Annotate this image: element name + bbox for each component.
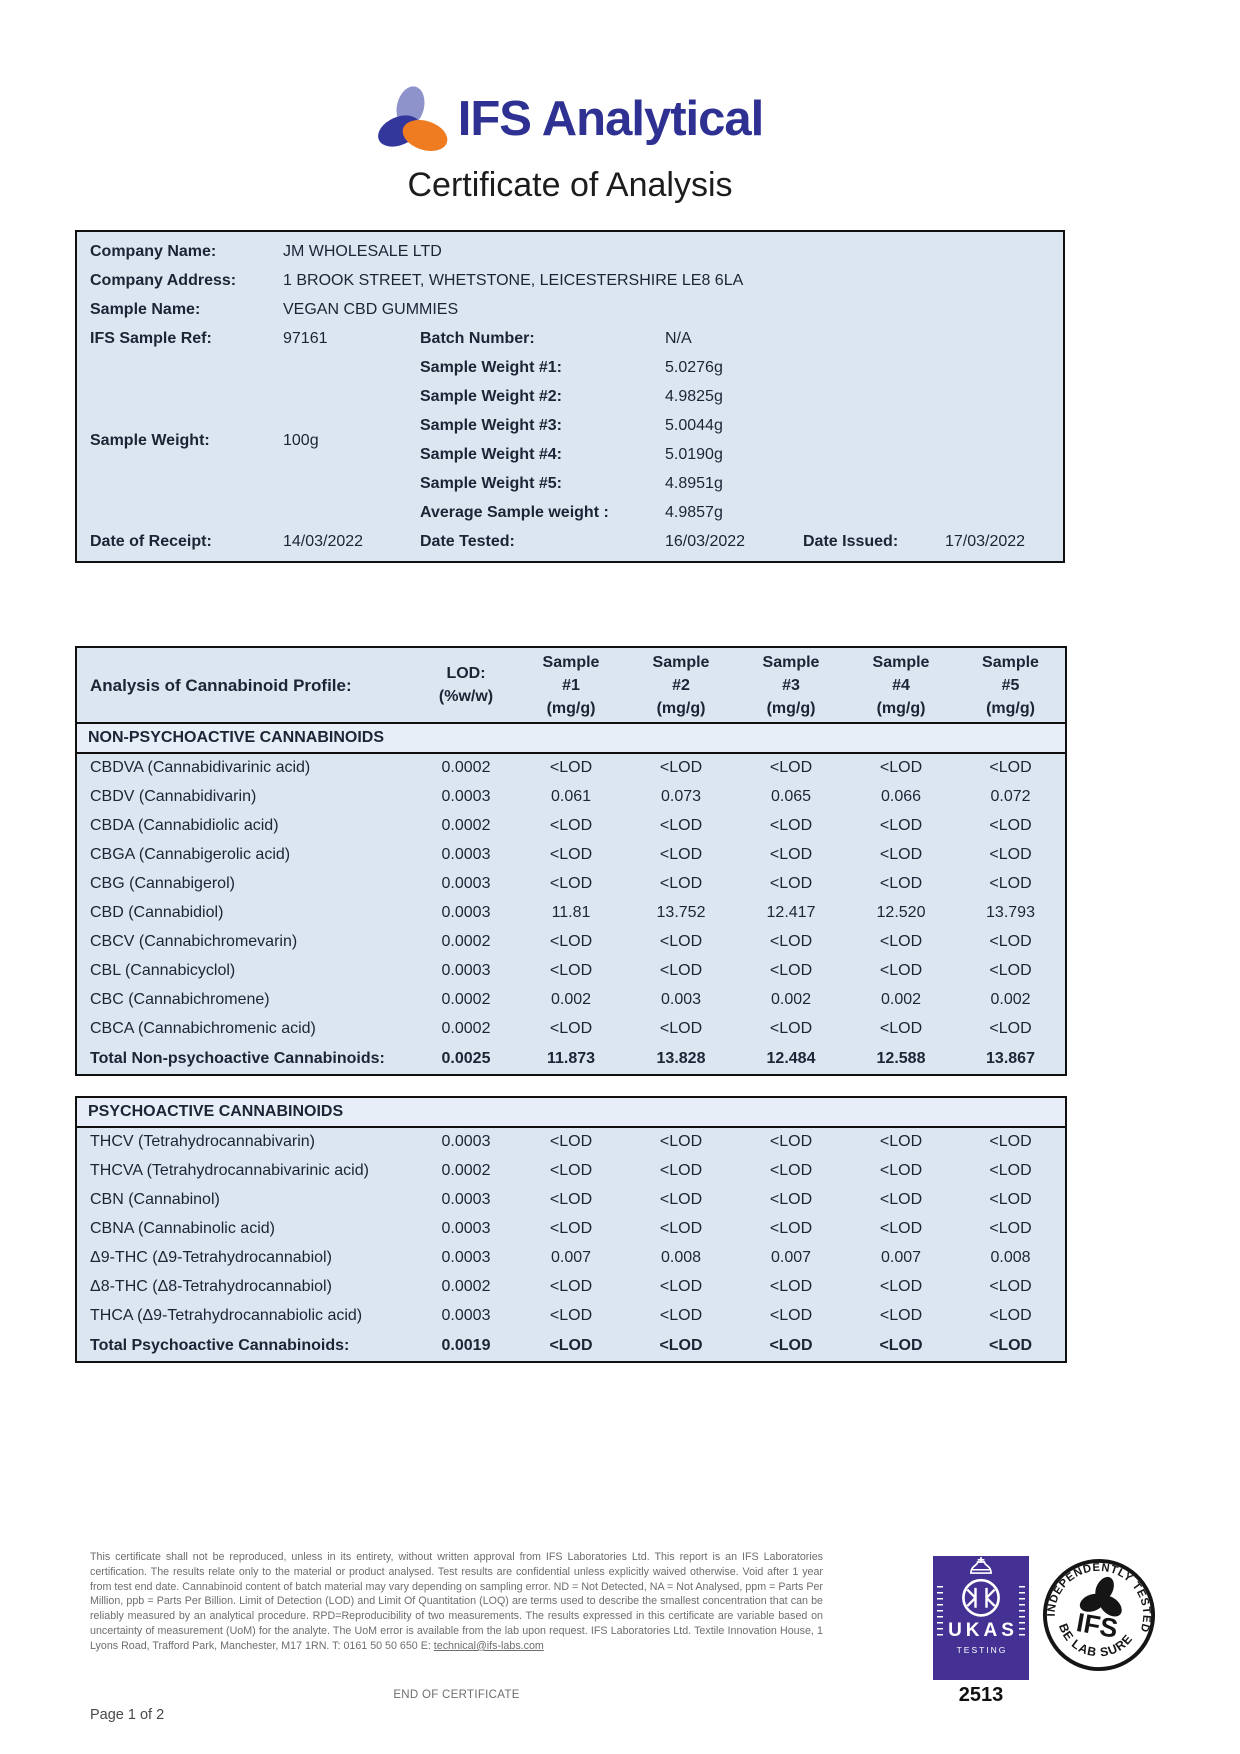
disclaimer-text — [90, 1550, 823, 1654]
analyte-row — [76, 1127, 1066, 1156]
sample-value: <LOD — [659, 1277, 703, 1295]
sample-value: <LOD — [659, 874, 703, 892]
total-value: <LOD — [769, 1336, 813, 1354]
ifs-sample-ref-label: IFS Sample Ref: — [90, 330, 212, 347]
ifs-logo-icon — [377, 86, 443, 152]
sample-value: <LOD — [549, 1019, 593, 1037]
analyte-name: CBC (Cannabichromene) — [90, 990, 270, 1008]
ukas-accreditation-number: 2513 — [958, 1684, 1004, 1706]
date-of-receipt-value: 14/03/2022 — [283, 533, 364, 550]
sample-value: <LOD — [989, 1306, 1032, 1324]
sample-value: 0.008 — [660, 1248, 702, 1266]
sample-value: <LOD — [659, 845, 703, 863]
sample-value: <LOD — [659, 1019, 703, 1037]
company-address-label: Company Address: — [90, 272, 237, 289]
col-header-lod: LOD: (%w/w) — [438, 665, 494, 705]
analyte-row — [76, 1243, 1066, 1272]
ifs-stamp — [1031, 1547, 1168, 1684]
sample-value: <LOD — [659, 1306, 703, 1324]
total-value: 12.588 — [876, 1049, 926, 1067]
lod-value: 0.0003 — [441, 1133, 491, 1150]
sample-value: <LOD — [989, 845, 1032, 863]
sample-value: <LOD — [659, 1161, 703, 1179]
non-psychoactive-rows — [76, 753, 1066, 1043]
analyte-row — [76, 811, 1066, 840]
sample-value: <LOD — [659, 932, 703, 950]
non-psychoactive-table — [75, 646, 1067, 1076]
analyte-name: CBL (Cannabicyclol) — [90, 961, 236, 979]
company-name-value: JM WHOLESALE LTD — [283, 243, 442, 260]
sample-value: 0.002 — [770, 990, 812, 1008]
sample-value: <LOD — [549, 874, 593, 892]
sample-value: <LOD — [989, 759, 1032, 776]
batch-number-label: Batch Number: — [420, 330, 535, 347]
stamp-top-text: INDEPENDENTLY TESTED — [1045, 1561, 1153, 1635]
sample-value: <LOD — [989, 1190, 1032, 1208]
analyte-row — [76, 1156, 1066, 1185]
page-title: Certificate of Analysis — [407, 166, 733, 204]
analyte-row — [76, 840, 1066, 869]
stamp-center-text: IFS — [1074, 1607, 1121, 1644]
sample-value: <LOD — [769, 932, 813, 950]
sample-value: 0.072 — [990, 787, 1031, 805]
sample-weight-label: Sample Weight: — [90, 431, 210, 449]
stamp-bottom-text: BE LAB SURE — [1055, 1621, 1136, 1660]
sample-value: <LOD — [879, 845, 923, 863]
sample-value: 12.520 — [876, 903, 926, 921]
total-row — [76, 1043, 1066, 1075]
analyte-row — [76, 898, 1066, 927]
sample-value: 0.007 — [880, 1248, 922, 1266]
analyte-name: CBDVA (Cannabidivarinic acid) — [90, 759, 311, 776]
analyte-row — [76, 1301, 1066, 1330]
total-value: 11.873 — [546, 1049, 596, 1067]
date-tested-value: 16/03/2022 — [665, 533, 746, 550]
analyte-row — [76, 1185, 1066, 1214]
lod-value: 0.0002 — [441, 759, 491, 776]
analyte-name: Δ9-THC (Δ9-Tetrahydrocannabiol) — [90, 1248, 332, 1266]
sample-value: <LOD — [879, 1190, 923, 1208]
header — [75, 82, 1065, 156]
analyte-name: CBG (Cannabigerol) — [90, 874, 235, 892]
analyte-name: CBDV (Cannabidivarin) — [90, 787, 257, 805]
sample-value: <LOD — [879, 1277, 923, 1295]
sample-value: <LOD — [549, 1190, 593, 1208]
section-header: NON-PSYCHOACTIVE CANNABINOIDS — [76, 723, 1066, 753]
weight-label: Sample Weight #4: — [420, 446, 562, 463]
sample-value: <LOD — [659, 1219, 703, 1237]
ifs-sample-ref-value: 97161 — [283, 330, 328, 347]
total-row — [76, 1330, 1066, 1362]
sample-value: <LOD — [769, 961, 813, 979]
lod-value: 0.0003 — [441, 1190, 491, 1208]
weight-value: 5.0044g — [665, 417, 723, 434]
analyte-name: CBGA (Cannabigerolic acid) — [90, 845, 291, 863]
sample-value: 13.793 — [986, 903, 1035, 921]
analyte-name: CBN (Cannabinol) — [90, 1190, 220, 1208]
sample-name-value: VEGAN CBD GUMMIES — [283, 301, 459, 318]
analyte-row — [76, 782, 1066, 811]
sample-value: <LOD — [989, 874, 1032, 892]
table-header-row — [76, 647, 1066, 723]
analyte-name: CBD (Cannabidiol) — [90, 903, 224, 921]
sample-value: <LOD — [989, 932, 1032, 950]
col-header-sample-2: Sample #2 (mg/g) — [652, 653, 710, 717]
section-header-row — [76, 723, 1066, 753]
sample-value: 12.417 — [766, 903, 816, 921]
sample-value: <LOD — [769, 816, 813, 834]
weight-label: Sample Weight #1: — [420, 359, 562, 376]
sample-value: 0.008 — [990, 1248, 1031, 1266]
total-value: 12.484 — [766, 1049, 816, 1067]
sample-value: <LOD — [659, 1190, 703, 1208]
sample-value: 0.003 — [660, 990, 702, 1008]
sample-value: <LOD — [549, 816, 593, 834]
analyte-row — [76, 1214, 1066, 1243]
lod-value: 0.0002 — [441, 816, 491, 834]
sample-value: <LOD — [879, 1161, 923, 1179]
ukas-testing-label: TESTING — [956, 1645, 1008, 1655]
total-lod: 0.0025 — [441, 1049, 491, 1067]
sample-value: <LOD — [549, 1277, 593, 1295]
batch-number-value: N/A — [665, 330, 692, 347]
sample-value: <LOD — [989, 1133, 1032, 1150]
sample-value: <LOD — [879, 759, 923, 776]
sample-name-label: Sample Name: — [90, 301, 201, 318]
sample-weight-value: 100g — [283, 431, 319, 449]
analyte-row — [76, 956, 1066, 985]
weight-label: Sample Weight #3: — [420, 417, 562, 434]
analyte-name: THCA (Δ9-Tetrahydrocannabiolic acid) — [90, 1306, 363, 1324]
sample-value: 0.007 — [770, 1248, 812, 1266]
analyte-row — [76, 869, 1066, 898]
company-name-label: Company Name: — [90, 243, 217, 260]
disclaimer-body: This certificate shall not be reproduced, unless in its entirety, without written approval from IFS Laboratories Ltd. This report is an IFS Laboratories certification. The results relate only to the material or product analysed. Test results are confidential unless explicitly waived otherwise. Void after 1 year from test end date. Cannabinoid content of batch material may vary depending on sampling error. ND = Not Detected, NA = Not Analysed, ppm = Parts Per Million, ppb = Parts Per Billion. Limit of Detection (LOD) and Limit Of Quantitation (LOQ) are terms used to describe the smallest concentration that can be reliably measured by an analytical procedure. RPD=Reproducibility of two measurements. The results expressed in this certificate are variable based on uncertainty of measurement (UoM) for the analyte. The UoM error is available from the lab upon request. IFS Laboratories Ltd. Textile Innovation House, 1 Lyons Road, Trafford Park, Manchester, M17 1RN. T: 0161 50 50 650 E: — [90, 1551, 823, 1652]
sample-value: 0.002 — [990, 990, 1031, 1008]
sample-value: <LOD — [879, 816, 923, 834]
sample-value: <LOD — [769, 1219, 813, 1237]
lod-value: 0.0003 — [441, 874, 491, 892]
sample-value: <LOD — [989, 961, 1032, 979]
weight-value: 5.0190g — [665, 446, 723, 463]
sample-value: <LOD — [659, 961, 703, 979]
lod-value: 0.0003 — [441, 1306, 491, 1324]
sample-value: <LOD — [769, 845, 813, 863]
analyte-row — [76, 985, 1066, 1014]
total-value: <LOD — [879, 1336, 923, 1354]
sample-value: <LOD — [549, 1133, 593, 1150]
sample-value: <LOD — [549, 961, 593, 979]
col-header-sample-5: Sample #5 (mg/g) — [982, 653, 1039, 717]
sample-value: <LOD — [989, 1277, 1032, 1295]
average-weight-label: Average Sample weight : — [420, 504, 609, 521]
col-header-sample-3: Sample #3 (mg/g) — [762, 653, 820, 717]
sample-value: <LOD — [989, 1219, 1032, 1237]
analyte-name: CBCA (Cannabichromenic acid) — [90, 1019, 316, 1037]
date-issued-label: Date Issued: — [803, 533, 899, 550]
sample-value: <LOD — [769, 759, 813, 776]
technical-email-link[interactable]: technical@ifs-labs.com — [433, 1639, 544, 1652]
sample-value: <LOD — [659, 816, 703, 834]
sample-value: <LOD — [549, 845, 593, 863]
analyte-row — [76, 753, 1066, 782]
sample-value: <LOD — [989, 816, 1032, 834]
analyte-name: THCV (Tetrahydrocannabivarin) — [90, 1133, 315, 1150]
lod-value: 0.0003 — [441, 903, 491, 921]
sample-value: <LOD — [879, 1219, 923, 1237]
analyte-name: CBCV (Cannabichromevarin) — [90, 932, 298, 950]
end-of-certificate-text: END OF CERTIFICATE — [393, 1689, 520, 1701]
lod-value: 0.0003 — [441, 1248, 491, 1266]
sample-value: 0.061 — [550, 787, 592, 805]
sample-value: <LOD — [769, 1277, 813, 1295]
analyte-name: CBNA (Cannabinolic acid) — [90, 1219, 275, 1237]
section-header-row — [76, 1097, 1066, 1127]
company-address-value: 1 BROOK STREET, WHETSTONE, LEICESTERSHIRE LE8 6LA — [283, 272, 744, 289]
sample-value: <LOD — [879, 1019, 923, 1037]
analysis-title: Analysis of Cannabinoid Profile: — [90, 675, 352, 695]
sample-value: 0.002 — [880, 990, 922, 1008]
total-label: Total Psychoactive Cannabinoids: — [90, 1336, 350, 1354]
sample-value: 13.752 — [656, 903, 706, 921]
weight-value: 4.9825g — [665, 388, 723, 405]
page-number: Page 1 of 2 — [90, 1707, 165, 1723]
sample-value: 0.002 — [550, 990, 592, 1008]
psychoactive-table — [75, 1096, 1067, 1363]
total-lod: 0.0019 — [441, 1336, 491, 1354]
sample-value: <LOD — [549, 1161, 593, 1179]
lod-value: 0.0002 — [441, 1019, 491, 1037]
sample-value: <LOD — [769, 1161, 813, 1179]
sample-value: <LOD — [769, 874, 813, 892]
section-header: PSYCHOACTIVE CANNABINOIDS — [76, 1097, 1066, 1127]
sample-value: <LOD — [879, 961, 923, 979]
total-value: <LOD — [659, 1336, 703, 1354]
sample-value: 11.81 — [551, 903, 591, 921]
date-tested-label: Date Tested: — [420, 533, 515, 550]
average-weight-value: 4.9857g — [665, 504, 723, 521]
ukas-logo — [933, 1556, 1029, 1680]
analyte-name: THCVA (Tetrahydrocannabivarinic acid) — [90, 1161, 369, 1179]
ukas-crown-icon — [948, 1556, 1014, 1622]
col-header-sample-1: Sample #1 (mg/g) — [542, 653, 600, 717]
brand-name: IFS Analytical — [457, 92, 764, 146]
sample-value: <LOD — [769, 1306, 813, 1324]
ukas-ticks-left — [937, 1586, 943, 1636]
sample-value: 0.065 — [770, 787, 812, 805]
sample-value: 0.066 — [880, 787, 922, 805]
total-value: 13.867 — [986, 1049, 1035, 1067]
lod-value: 0.0002 — [441, 932, 491, 950]
sample-value: <LOD — [879, 932, 923, 950]
total-value: <LOD — [988, 1336, 1033, 1354]
sample-value: <LOD — [879, 1133, 923, 1150]
total-label: Total Non-psychoactive Cannabinoids: — [90, 1049, 385, 1067]
lod-value: 0.0003 — [441, 845, 491, 863]
sample-value: <LOD — [549, 932, 593, 950]
total-value: <LOD — [549, 1336, 593, 1354]
sample-value: <LOD — [549, 759, 593, 776]
sample-value: <LOD — [989, 1161, 1032, 1179]
sample-value: <LOD — [659, 759, 703, 776]
sample-value: <LOD — [659, 1133, 703, 1150]
lod-value: 0.0003 — [441, 1219, 491, 1237]
sample-value: <LOD — [769, 1019, 813, 1037]
weight-value: 4.8951g — [665, 475, 723, 492]
sample-value: <LOD — [549, 1306, 593, 1324]
sample-value: <LOD — [989, 1019, 1032, 1037]
date-of-receipt-label: Date of Receipt: — [90, 533, 212, 550]
analyte-name: Δ8-THC (Δ8-Tetrahydrocannabiol) — [90, 1277, 332, 1295]
analyte-row — [76, 1272, 1066, 1301]
analyte-row — [76, 927, 1066, 956]
lod-value: 0.0002 — [441, 1161, 491, 1179]
sample-value: 0.073 — [660, 787, 702, 805]
col-header-sample-4: Sample #4 (mg/g) — [872, 653, 930, 717]
weight-label: Sample Weight #2: — [420, 388, 562, 405]
weight-value: 5.0276g — [665, 359, 723, 376]
lod-value: 0.0002 — [441, 1277, 491, 1295]
sample-value: <LOD — [879, 874, 923, 892]
psychoactive-rows — [76, 1127, 1066, 1330]
ukas-ticks-right — [1019, 1586, 1025, 1636]
analyte-name: CBDA (Cannabidiolic acid) — [90, 816, 279, 834]
analyte-row — [76, 1014, 1066, 1043]
lod-value: 0.0002 — [441, 990, 491, 1008]
sample-value: <LOD — [769, 1190, 813, 1208]
sample-value: 0.007 — [550, 1248, 592, 1266]
ukas-wordmark: UKAS — [948, 1620, 1018, 1641]
weight-label: Sample Weight #5: — [420, 475, 562, 492]
sample-value: <LOD — [879, 1306, 923, 1324]
sample-info-box — [75, 230, 1065, 563]
lod-value: 0.0003 — [441, 787, 491, 805]
date-issued-value: 17/03/2022 — [945, 533, 1026, 550]
total-value: 13.828 — [656, 1049, 706, 1067]
sample-value: <LOD — [769, 1133, 813, 1150]
lod-value: 0.0003 — [441, 961, 491, 979]
sample-value: <LOD — [549, 1219, 593, 1237]
